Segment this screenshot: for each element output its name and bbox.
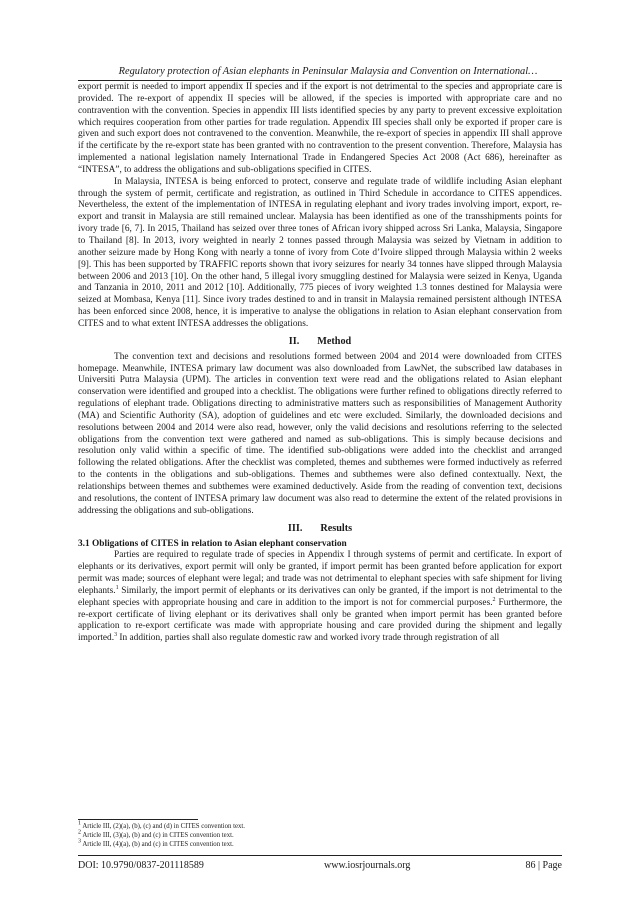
footnotes — [78, 822, 562, 849]
footnote-mark: 2 — [78, 829, 81, 836]
footnote-ref-2: 2 — [492, 596, 496, 603]
footer-page-number: 86 | Page — [525, 860, 562, 871]
paragraph-results — [78, 550, 562, 645]
footnote-2 — [78, 831, 562, 840]
body-text — [78, 82, 562, 645]
footnote-rule — [78, 819, 198, 820]
section-title: Results — [320, 522, 353, 534]
section-heading-results — [78, 523, 562, 535]
results-text-a: Parties are required to regulate trade of species in Appendix I through systems of permit and certificate. In export of elephants or its derivatives, export permit will only be granted, if import permit has been granted before application for export permit was made; sources of elephant were legal; and trade was not detrimental to elephant species with safe shipment for living elephants. — [78, 550, 562, 596]
subsection-heading: 3.1 Obligations of CITES in relation to Asian elephant conservation — [78, 538, 347, 549]
section-number: III. — [287, 522, 303, 534]
footnote-mark: 1 — [78, 820, 81, 827]
section-number: II. — [288, 335, 300, 347]
footer-rule — [78, 855, 562, 856]
paragraph-method: The convention text and decisions and resolutions formed between 2004 and 2014 were downloaded from CITES homepage. Meanwhile, INTESA primary law document was also downloaded from LawNet, the subscribed law databases in Universiti Putra Malaysia (UPM). The articles in convention text were read and the obligations related to Asian elephant conservation were identified and grouped into a checklist. The obligations were further refined to obligations directly referred to regulations of elephant trade. Obligations directing to administrative matters such as responsibilities of Management Authority (MA) and Scientific Authority (SA), adoption of guidelines and etc were excluded. Similarly, the downloaded decisions and resolutions between 2004 and 2014 were also read, however, only the valid decisions and resolutions referring to the selected obligations from the convention text were gathered and named as sub-obligations. This is simply because decisions and resolution only valid within a specific of time. The identified sub-obligations were added into the checklist and arranged following the related obligations. After the checklist was completed, themes and subthemes were formed inductively as referred to the contents in the obligations and sub-obligations. Themes and subthemes were also defined contextually. Next, the relationships between themes and subthemes were examined deductively. Aside from the reading of convention text, decisions and resolutions, the content of INTESA primary law document was also read to determine the extent of the related provisions in addressing the obligations and sub-obligations. — [78, 351, 562, 516]
footer-website: www.iosrjournals.org — [324, 860, 411, 871]
running-head: Regulatory protection of Asian elephants in Peninsular Malaysia and Convention on International… — [118, 66, 538, 77]
section-title: Method — [317, 335, 352, 347]
footnote-text: Article III, (4)(a), (b) and (c) in CITES convention text. — [81, 841, 234, 848]
page-footer — [78, 859, 562, 873]
footnote-ref-3: 3 — [114, 632, 118, 639]
results-text-b: Similarly, the import permit of elephants or its derivatives can only be granted, if the import is not detrimental to the elephant species with appropriate housing and care in addition to the import is not for commercial purposes. — [78, 585, 562, 608]
footnote-mark: 3 — [78, 838, 81, 845]
header-rule — [78, 80, 562, 81]
section-heading-method — [78, 336, 562, 348]
paragraph-intro-2: In Malaysia, INTESA is being enforced to protect, conserve and regulate trade of wildlife including Asian elephant through the system of permit, certificate and registration, as outlined in Third Schedule in accordance to CITES appendices. Nevertheless, the extent of the implementation of INTESA in regulating elephant and ivory trades involving import, export, re-export and transit in Malaysia are still remained unclear. Malaysia has been identified as one of the transshipments points for ivory trade [6, 7]. In 2015, Thailand has seized over three tones of African ivory shipped across Sri Lanka, Malaysia, Singapore to Thailand [8]. In 2013, ivory weighted in nearly 2 tonnes passed through Malaysia was seized by Vietnam in addition to another seizure made by Hong Kong with nearly a tonne of ivory from Cote d’Ivoire slipped through Malaysia within 2 weeks [9]. This has been supported by TRAFFIC reports shown that ivory seizures for nearly 34 tonnes have slipped through Malaysia between 2006 and 2013 [10]. On the other hand, 5 illegal ivory smuggling destined for Malaysia were seized in Kenya, Uganda and Tanzania in 2010, 2011 and 2012 [10]. Additionally, 775 pieces of ivory weighted 1.3 tonnes destined for Malaysia were seized at Mombasa, Kenya [11]. Since ivory trades destined to and in transit in Malaysia remained persistent although INTESA has been enforced since 2008, hence, it is imperative to analyse the obligations in relation to Asian elephant conservation from CITES and to what extent INTESA addresses the obligations. — [78, 176, 562, 329]
footnote-text: Article III, (3)(a), (b) and (c) in CITES convention text. — [81, 832, 234, 839]
results-text-c: Furthermore, the re-export certificate of living elephant or its derivatives shall only be granted when import permit has been granted before application to re-export certificate was made with appropriate housing and care provided during the shipment and legally imported. — [78, 597, 562, 644]
footnote-ref-1: 1 — [115, 584, 119, 591]
footnote-text: Article III, (2)(a), (b), (c) and (d) in CITES convention text. — [81, 823, 246, 830]
results-text-d: In addition, parties shall also regulate domestic raw and worked ivory trade through registration of all — [117, 633, 500, 644]
paragraph-intro-1: export permit is needed to import appendix II species and if the export is not detrimental to the species and appropriate care is provided. The re-export of appendix II species will be allowed, if the species is imported with appropriate care and no contravention with the convention. Species in appendix III lists identified species by any party to prevent excessive exploitation which requires cooperation from other parties for trade regulation. Appendix III species shall only be exported if proper care is given and such export does not contravened to the convention. Meanwhile, the re-export of species in appendix III shall approve if the certificate by the re-export state has been granted with no contravention to the present convention. Therefore, Malaysia has implemented a national legislation namely International Trade in Endangered Species Act 2008 (Act 686), hereinafter as “INTESA”, to address the obligations and sub-obligations specified in CITES. — [78, 82, 562, 175]
footer-doi: DOI: 10.9790/0837-201118589 — [78, 860, 204, 871]
footnote-1 — [78, 822, 562, 831]
footnote-3 — [78, 840, 562, 849]
